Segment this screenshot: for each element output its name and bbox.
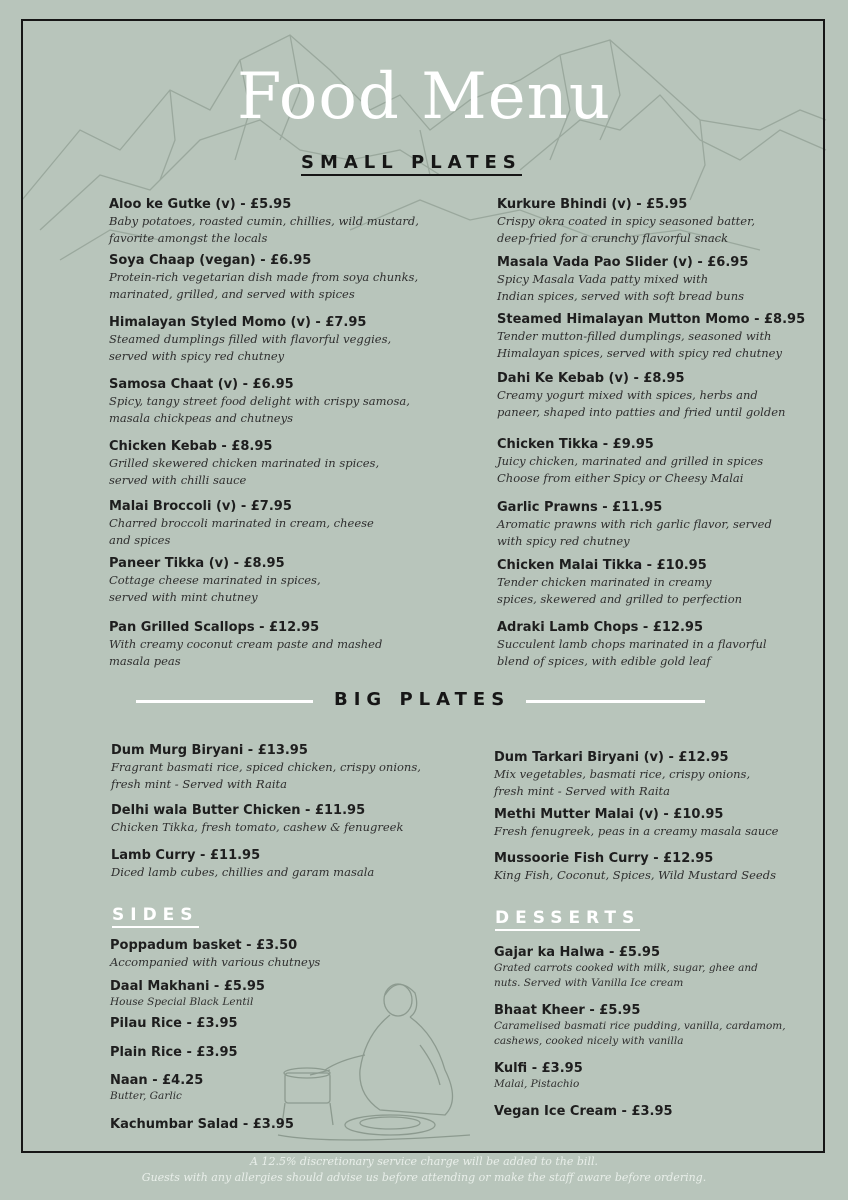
item-name: Poppadum basket - £3.50 [110,938,298,953]
menu-item [494,851,776,884]
item-name: Malai Broccoli (v) - £7.95 [109,499,292,514]
menu-item [494,945,758,991]
item-description: House Special Black Lentil [110,996,254,1008]
item-name: Methi Mutter Malai (v) - £10.95 [494,807,724,822]
divider-line-left [136,700,313,703]
menu-item [497,620,767,670]
menu-item [494,1061,583,1092]
menu-item [494,750,750,800]
item-description: Juicy chicken, marinated and grilled in spices Choose from either Spicy or Cheesy Malai [497,454,764,485]
item-description: Malai, Pistachio [494,1078,580,1090]
divider-line-right [526,700,705,703]
item-name: Gajar ka Halwa - £5.95 [494,945,661,960]
item-name: Lamb Curry - £11.95 [111,848,261,863]
item-description: Crispy okra coated in spicy seasoned batter, deep-fried for a crunchy flavorful snack [497,214,756,245]
item-name: Pan Grilled Scallops - £12.95 [109,620,320,635]
menu-item [497,371,785,421]
item-description: Fragrant basmati rice, spiced chicken, crispy onions, fresh mint - Served with Raita [111,760,421,791]
menu-item [494,1104,673,1120]
item-description: Chicken Tikka, fresh tomato, cashew & fenugreek [111,820,404,834]
menu-item [109,439,379,489]
menu-item [110,1117,294,1133]
item-name: Paneer Tikka (v) - £8.95 [109,556,285,571]
menu-item [109,315,391,365]
item-description: Grated carrots cooked with milk, sugar, ghee and nuts. Served with Vanilla Ice cream [494,962,758,989]
big-plates-heading: BIG PLATES [334,689,511,710]
item-description: Accompanied with various chutneys [110,955,321,969]
item-name: Kurkure Bhindi (v) - £5.95 [497,197,688,212]
menu-item [111,848,374,881]
menu-item [109,253,418,303]
item-description: Fresh fenugreek, peas in a creamy masala sauce [494,824,779,838]
menu-item [497,312,805,362]
item-description: King Fish, Coconut, Spices, Wild Mustard Seeds [494,868,776,882]
item-name: Dahi Ke Kebab (v) - £8.95 [497,371,685,386]
item-name: Masala Vada Pao Slider (v) - £6.95 [497,255,749,270]
small-plates-heading: SMALL PLATES [301,152,522,176]
item-name: Bhaat Kheer - £5.95 [494,1003,641,1018]
menu-item [110,1045,238,1061]
item-description: Caramelised basmati rice pudding, vanilla, cardamom, cashews, cooked nicely with vanilla [494,1020,786,1047]
item-name: Samosa Chaat (v) - £6.95 [109,377,294,392]
menu-item [109,377,410,427]
item-description: Tender chicken marinated in creamy spices, skewered and grilled to perfection [497,575,743,606]
menu-item [111,803,403,836]
item-description: Aromatic prawns with rich garlic flavor, served with spicy red chutney [497,517,772,548]
menu-item [497,437,763,487]
menu-item [110,979,265,1010]
item-description: Succulent lamb chops marinated in a flavorful blend of spices, with edible gold leaf [497,637,767,668]
service-charge-note: A 12.5% discretionary service charge will be added to the bill. [250,1155,598,1168]
item-name: Plain Rice - £3.95 [110,1045,238,1060]
menu-item [109,556,321,606]
item-description: Tender mutton-filled dumplings, seasoned with Himalayan spices, served with spicy red chutney [497,329,782,360]
item-description: Diced lamb cubes, chillies and garam masala [111,865,375,879]
item-description: Spicy, tangy street food delight with crispy samosa, masala chickpeas and chutneys [109,394,410,425]
menu-item [497,197,755,247]
menu-item [109,499,374,549]
item-description: Creamy yogurt mixed with spices, herbs and paneer, shaped into patties and fried until golden [497,388,786,419]
item-name: Kulfi - £3.95 [494,1061,583,1076]
item-name: Chicken Kebab - £8.95 [109,439,273,454]
menu-item [110,938,320,971]
item-name: Daal Makhani - £5.95 [110,979,265,994]
item-description: Protein-rich vegetarian dish made from soya chunks, marinated, grilled, and served with spices [109,270,419,301]
item-name: Soya Chaap (vegan) - £6.95 [109,253,312,268]
menu-item [497,255,748,305]
item-name: Dum Murg Biryani - £13.95 [111,743,308,758]
menu-item [110,1073,203,1104]
menu-item [497,500,772,550]
desserts-heading: DESSERTS [495,908,640,931]
item-name: Aloo ke Gutke (v) - £5.95 [109,197,292,212]
item-description: Spicy Masala Vada patty mixed with Indian spices, served with soft bread buns [497,272,745,303]
menu-title: Food Menu [236,60,612,134]
item-name: Himalayan Styled Momo (v) - £7.95 [109,315,367,330]
item-name: Mussoorie Fish Curry - £12.95 [494,851,714,866]
item-name: Steamed Himalayan Mutton Momo - £8.95 [497,312,806,327]
item-name: Adraki Lamb Chops - £12.95 [497,620,703,635]
item-description: Mix vegetables, basmati rice, crispy onions, fresh mint - Served with Raita [494,767,751,798]
item-name: Vegan Ice Cream - £3.95 [494,1104,673,1119]
item-description: Grilled skewered chicken marinated in spices, served with chilli sauce [109,456,380,487]
menu-item [109,620,382,670]
item-name: Naan - £4.25 [110,1073,204,1088]
item-name: Kachumbar Salad - £3.95 [110,1117,294,1132]
item-name: Chicken Tikka - £9.95 [497,437,654,452]
item-name: Pilau Rice - £3.95 [110,1016,238,1031]
item-description: Charred broccoli marinated in cream, cheese and spices [109,516,374,547]
item-description: Butter, Garlic [110,1090,182,1102]
allergy-note: Guests with any allergies should advise us before attending or make the staff aware before ordering. [141,1171,707,1184]
item-description: Baby potatoes, roasted cumin, chillies, wild mustard, favorite amongst the locals [109,214,419,245]
item-description: Cottage cheese marinated in spices, served with mint chutney [109,573,321,604]
menu-item [497,558,742,608]
item-description: Steamed dumplings filled with flavorful veggies, served with spicy red chutney [109,332,392,363]
item-name: Garlic Prawns - £11.95 [497,500,663,515]
item-name: Chicken Malai Tikka - £10.95 [497,558,707,573]
footer-note [0,1154,848,1186]
menu-item [111,743,421,793]
menu-item [494,807,778,840]
menu-item [494,1003,786,1049]
item-name: Delhi wala Butter Chicken - £11.95 [111,803,366,818]
sides-heading: SIDES [112,905,199,928]
menu-item [109,197,419,247]
item-name: Dum Tarkari Biryani (v) - £12.95 [494,750,729,765]
menu-item [110,1016,238,1032]
item-description: With creamy coconut cream paste and mashed masala peas [109,637,383,668]
